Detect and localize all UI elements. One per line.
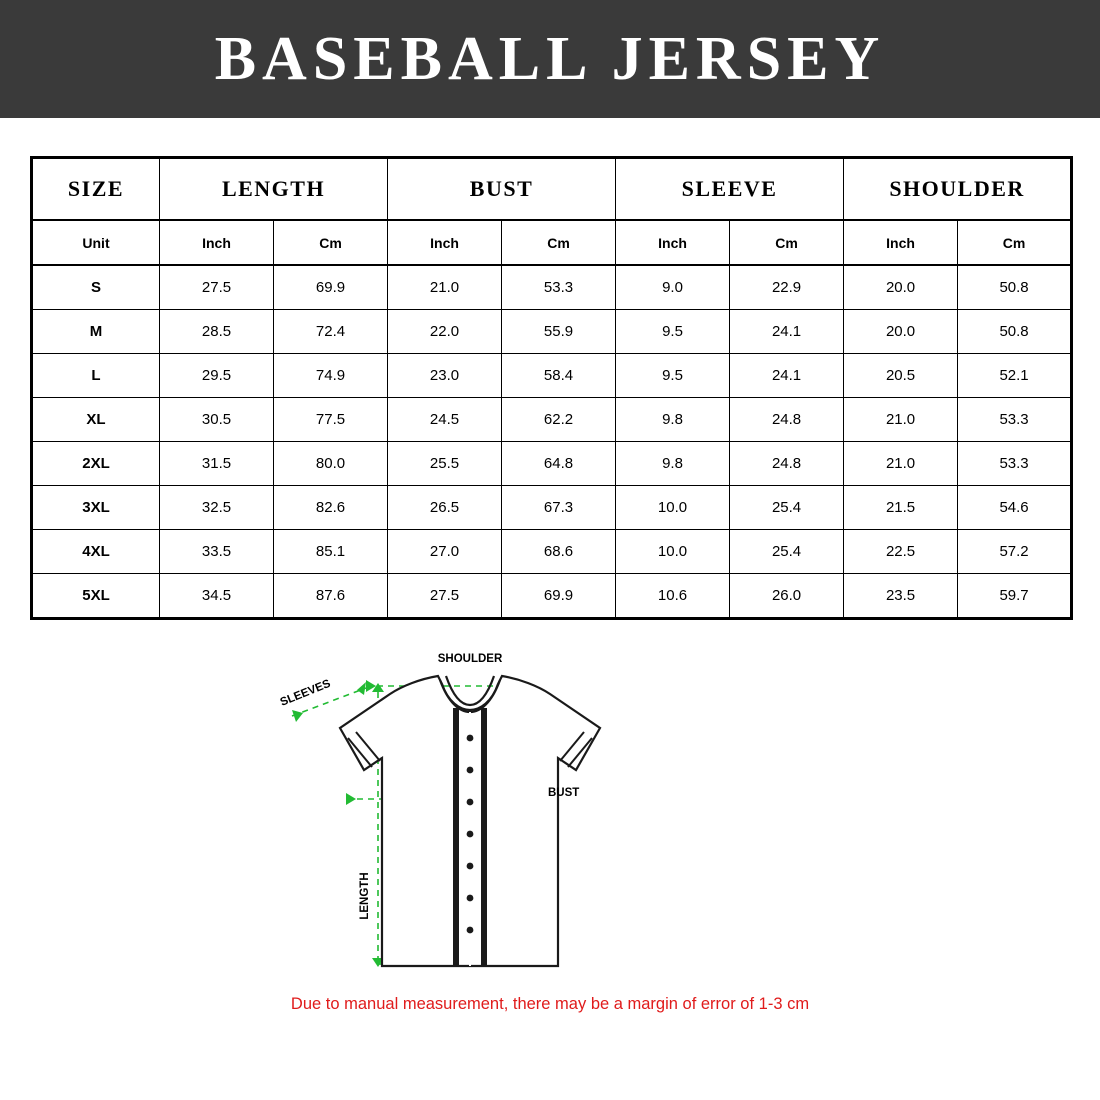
table-row: [32, 265, 1072, 310]
unit-label: Unit: [32, 220, 160, 265]
cell-length-inch: 27.5: [160, 265, 274, 310]
group-header-shoulder: SHOULDER: [844, 158, 1072, 221]
cell-bust-inch: 23.0: [388, 354, 502, 398]
cell-sleeve-cm: 24.8: [730, 442, 844, 486]
cell-bust-cm: 69.9: [502, 574, 616, 619]
cell-bust-cm: 55.9: [502, 310, 616, 354]
group-header-size: SIZE: [32, 158, 160, 221]
page-title: BASEBALL JERSEY: [214, 25, 886, 93]
cell-length-cm: 72.4: [274, 310, 388, 354]
cell-length-cm: 77.5: [274, 398, 388, 442]
row-size: 4XL: [32, 530, 160, 574]
cell-length-inch: 33.5: [160, 530, 274, 574]
label-bust: BUST: [548, 787, 580, 799]
cell-shoulder-cm: 54.6: [958, 486, 1072, 530]
row-size: 2XL: [32, 442, 160, 486]
table-row: [32, 398, 1072, 442]
table-row: [32, 442, 1072, 486]
cell-bust-inch: 27.5: [388, 574, 502, 619]
cell-length-cm: 85.1: [274, 530, 388, 574]
cell-sleeve-cm: 24.1: [730, 310, 844, 354]
cell-shoulder-cm: 53.3: [958, 442, 1072, 486]
unit-sleeve-cm: Cm: [730, 220, 844, 265]
cell-length-cm: 74.9: [274, 354, 388, 398]
cell-shoulder-inch: 20.0: [844, 265, 958, 310]
cell-sleeve-inch: 9.5: [616, 354, 730, 398]
size-chart-table: [30, 156, 1073, 620]
cell-length-inch: 29.5: [160, 354, 274, 398]
cell-length-cm: 87.6: [274, 574, 388, 619]
cell-bust-inch: 24.5: [388, 398, 502, 442]
unit-shoulder-cm: Cm: [958, 220, 1072, 265]
unit-shoulder-inch: Inch: [844, 220, 958, 265]
unit-bust-cm: Cm: [502, 220, 616, 265]
row-size: S: [32, 265, 160, 310]
cell-bust-inch: 26.5: [388, 486, 502, 530]
cell-sleeve-inch: 9.8: [616, 398, 730, 442]
cell-bust-inch: 21.0: [388, 265, 502, 310]
label-sleeves: SLEEVES: [278, 677, 333, 709]
table-row: [32, 486, 1072, 530]
table-unit-row: [32, 220, 1072, 265]
cell-sleeve-inch: 10.0: [616, 530, 730, 574]
unit-length-cm: Cm: [274, 220, 388, 265]
table-row: [32, 530, 1072, 574]
cell-bust-cm: 53.3: [502, 265, 616, 310]
cell-sleeve-inch: 9.5: [616, 310, 730, 354]
cell-sleeve-inch: 9.8: [616, 442, 730, 486]
table-row: [32, 574, 1072, 619]
measurement-diagram-container: [0, 646, 1100, 1016]
cell-shoulder-cm: 50.8: [958, 265, 1072, 310]
cell-length-cm: 80.0: [274, 442, 388, 486]
cell-bust-inch: 25.5: [388, 442, 502, 486]
cell-shoulder-cm: 52.1: [958, 354, 1072, 398]
cell-bust-cm: 64.8: [502, 442, 616, 486]
cell-sleeve-cm: 26.0: [730, 574, 844, 619]
cell-shoulder-inch: 23.5: [844, 574, 958, 619]
group-header-sleeve: SLEEVE: [616, 158, 844, 221]
cell-sleeve-inch: 10.6: [616, 574, 730, 619]
cell-length-inch: 30.5: [160, 398, 274, 442]
cell-length-inch: 32.5: [160, 486, 274, 530]
table-row: [32, 354, 1072, 398]
cell-shoulder-inch: 21.0: [844, 398, 958, 442]
cell-length-inch: 28.5: [160, 310, 274, 354]
table-row: [32, 310, 1072, 354]
group-header-length: LENGTH: [160, 158, 388, 221]
cell-shoulder-cm: 57.2: [958, 530, 1072, 574]
cell-length-cm: 69.9: [274, 265, 388, 310]
cell-bust-inch: 22.0: [388, 310, 502, 354]
row-size: 3XL: [32, 486, 160, 530]
unit-bust-inch: Inch: [388, 220, 502, 265]
cell-shoulder-cm: 53.3: [958, 398, 1072, 442]
label-shoulder: SHOULDER: [437, 653, 503, 665]
cell-shoulder-inch: 22.5: [844, 530, 958, 574]
cell-shoulder-inch: 20.5: [844, 354, 958, 398]
cell-sleeve-cm: 24.8: [730, 398, 844, 442]
row-size: XL: [32, 398, 160, 442]
cell-shoulder-inch: 21.0: [844, 442, 958, 486]
unit-length-inch: Inch: [160, 220, 274, 265]
cell-length-cm: 82.6: [274, 486, 388, 530]
cell-sleeve-inch: 10.0: [616, 486, 730, 530]
table-group-header-row: [32, 158, 1072, 221]
label-length: LENGTH: [359, 872, 371, 920]
cell-bust-cm: 67.3: [502, 486, 616, 530]
cell-sleeve-cm: 25.4: [730, 486, 844, 530]
jersey-measurement-diagram: [270, 646, 830, 991]
cell-length-inch: 31.5: [160, 442, 274, 486]
row-size: M: [32, 310, 160, 354]
cell-shoulder-cm: 59.7: [958, 574, 1072, 619]
measurement-note: Due to manual measurement, there may be a margin of error of 1-3 cm: [290, 995, 810, 1013]
cell-length-inch: 34.5: [160, 574, 274, 619]
cell-bust-cm: 68.6: [502, 530, 616, 574]
row-size: 5XL: [32, 574, 160, 619]
cell-sleeve-cm: 24.1: [730, 354, 844, 398]
cell-shoulder-cm: 50.8: [958, 310, 1072, 354]
cell-shoulder-inch: 21.5: [844, 486, 958, 530]
header-banner: [0, 0, 1100, 118]
cell-bust-inch: 27.0: [388, 530, 502, 574]
size-table-container: [0, 118, 1100, 620]
group-header-bust: BUST: [388, 158, 616, 221]
cell-sleeve-cm: 25.4: [730, 530, 844, 574]
unit-sleeve-inch: Inch: [616, 220, 730, 265]
cell-bust-cm: 62.2: [502, 398, 616, 442]
cell-sleeve-inch: 9.0: [616, 265, 730, 310]
cell-shoulder-inch: 20.0: [844, 310, 958, 354]
cell-bust-cm: 58.4: [502, 354, 616, 398]
row-size: L: [32, 354, 160, 398]
cell-sleeve-cm: 22.9: [730, 265, 844, 310]
